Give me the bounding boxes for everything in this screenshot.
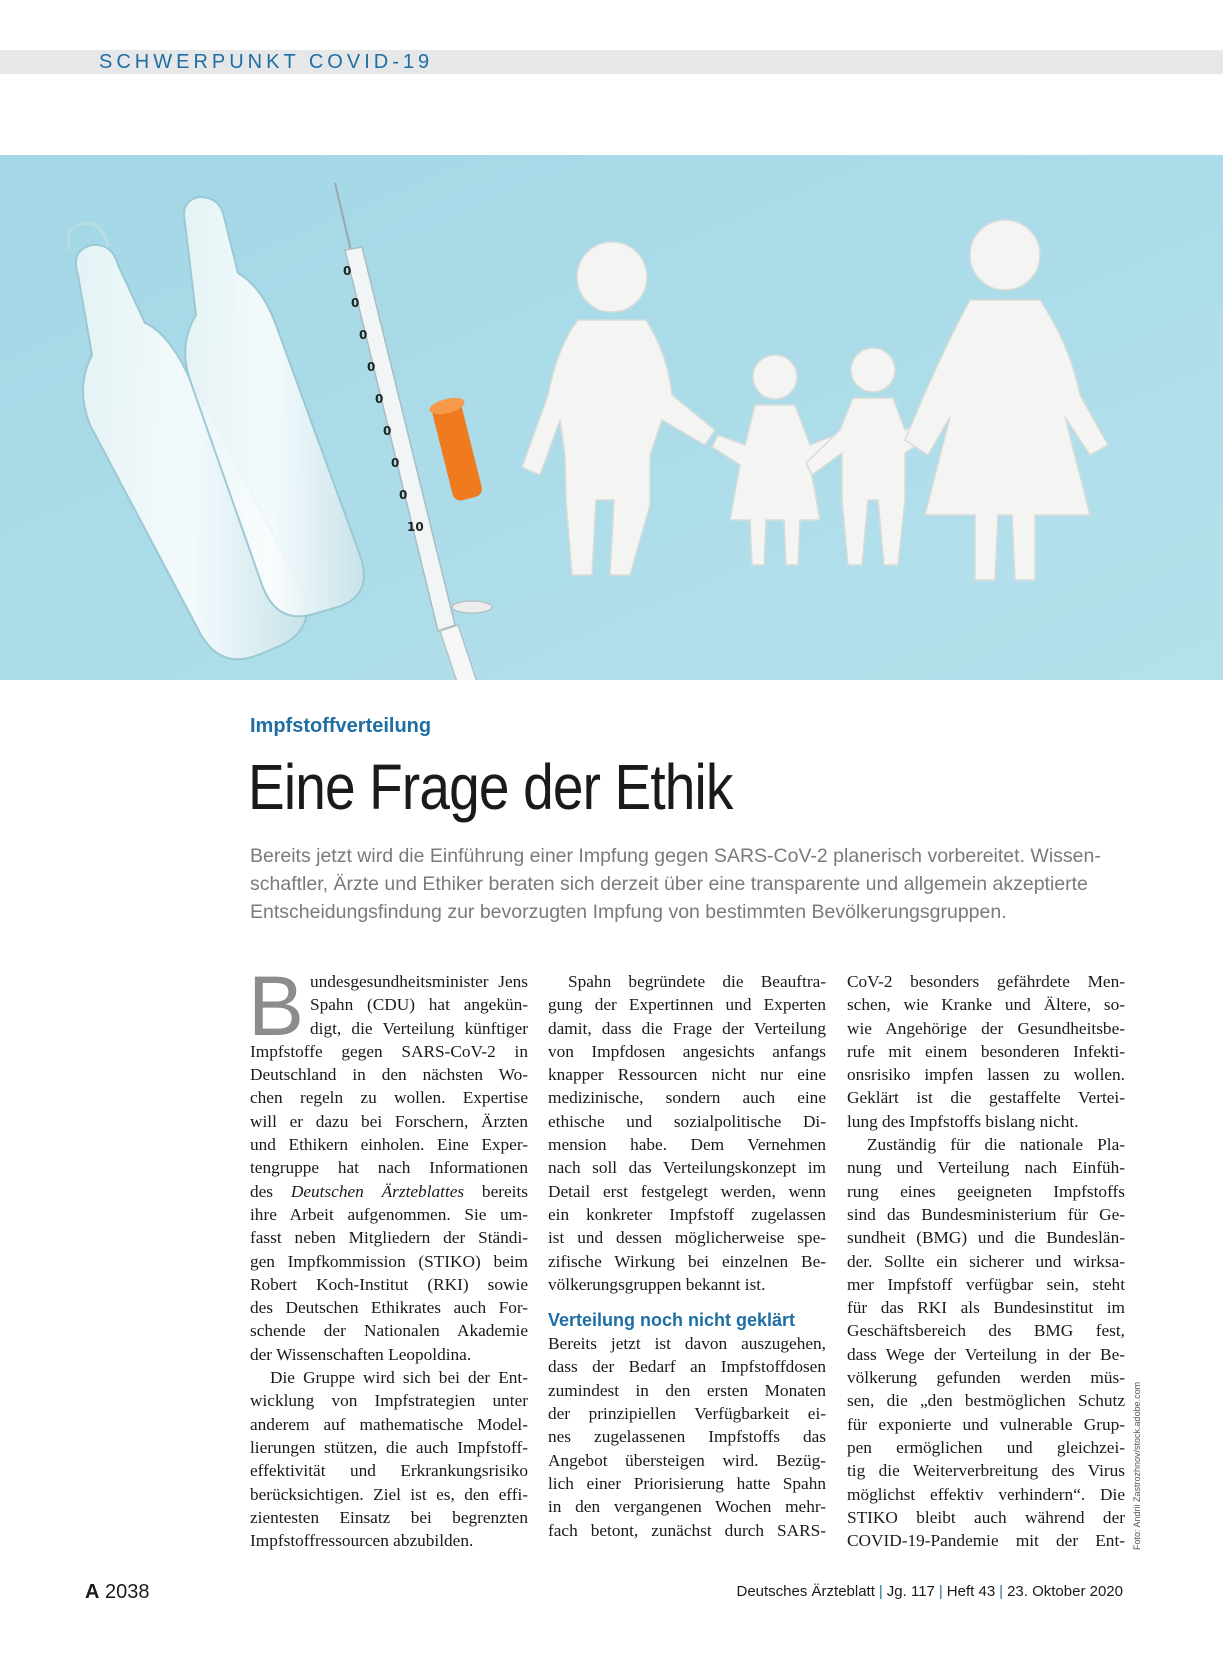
text-line-with-italic [250, 1180, 528, 1203]
text-line: Die Gruppe wird sich bei der Ent- [270, 1368, 528, 1388]
text-line: knapper Ressourcen nicht nur eine [548, 1065, 826, 1085]
text-line: effektivität und Erkrankungsrisiko [250, 1461, 528, 1481]
text-line: Geschäftsbereich des BMG fest, [847, 1321, 1125, 1341]
text-line: gung der Expertinnen und Experten [548, 995, 826, 1015]
text-line: in den vergangenen Wochen mehr- [548, 1497, 826, 1517]
text-line: zifische Wirkung bei einzelnen Be- [548, 1251, 826, 1271]
text-line: wicklung von Impfstrategien unter [250, 1391, 528, 1411]
text-line: der. Sollte ein sicherer und wirksa- [847, 1251, 1125, 1271]
lead-line: Bereits jetzt wird die Einführung einer Impfung gegen SARS-CoV-2 planerisch vorbereitet. Wissen- [250, 845, 1101, 867]
text-line: Geklärt ist die gestaffelte Vertei- [847, 1088, 1125, 1108]
text-line: will er dazu bei Forschern, Ärzten [250, 1111, 528, 1131]
article-lead [250, 842, 1125, 926]
text-line: für exponierte und vulnerable Grup- [847, 1414, 1125, 1434]
text-line: Bereits jetzt ist davon auszugehen, [548, 1334, 826, 1354]
text-line: dass Wege der Verteilung in der Be- [847, 1344, 1125, 1364]
text-line: COVID-19-Pandemie mit der Ent- [847, 1531, 1125, 1551]
page-number-value: 2038 [105, 1581, 150, 1603]
text-line: lung des Impfstoffs bislang nicht. [847, 1111, 1079, 1131]
publication-date: 23. Oktober 2020 [1007, 1583, 1123, 1600]
svg-text:0: 0 [359, 328, 368, 342]
hero-image [0, 155, 1223, 680]
journal-name-italic: Deutschen Ärzteblattes [290, 1181, 465, 1201]
text-line: schen, wie Kranke und Ältere, so- [847, 995, 1125, 1015]
text-line: Angebot übersteigen wird. Bezüg- [548, 1450, 826, 1470]
lead-line: schaftler, Ärzte und Ethiker beraten sich derzeit über eine transparente und allgemein akzeptierte [250, 873, 1088, 895]
footer-citation [736, 1583, 1123, 1600]
svg-text:0: 0 [367, 360, 376, 374]
text-segment: des [250, 1181, 291, 1201]
text-line: der prinzipiellen Verfügbarkeit ei- [548, 1404, 826, 1424]
text-line: ihre Arbeit aufgenommen. Sie um- [250, 1204, 528, 1224]
article-kicker: Impfstoffverteilung [250, 715, 432, 737]
text-line: berücksichtigen. Ziel ist es, den effi- [250, 1484, 528, 1504]
text-line: pen ermöglichen und gleichzei- [847, 1437, 1125, 1457]
text-line: anderem auf mathematische Model- [250, 1414, 528, 1434]
text-line: undesgesundheitsminister Jens [310, 972, 528, 991]
text-line: der Wissenschaften Leopoldina. [250, 1344, 472, 1364]
svg-text:0: 0 [375, 392, 384, 406]
text-line: Robert Koch-Institut (RKI) sowie [250, 1274, 528, 1294]
text-line: nes zugelassenen Impfstoffs das [548, 1427, 826, 1447]
text-line: sen, die „den bestmöglichen Schutz [847, 1391, 1125, 1411]
text-line: völkerungsgruppen bekannt ist. [548, 1274, 766, 1294]
text-line: Impfstoffe gegen SARS-CoV-2 in [250, 1041, 528, 1061]
text-line: völkerung gefunden werden müs- [847, 1368, 1125, 1388]
text-line: schende der Nationalen Akademie [250, 1321, 528, 1341]
text-line: von Impfdosen angesichts anfangs [548, 1041, 826, 1061]
text-line: lierungen stützen, die auch Impfstoff- [250, 1437, 528, 1457]
footer-separator: | [999, 1583, 1004, 1600]
text-line: tig die Weiterverbreitung des Virus [847, 1461, 1125, 1481]
text-column-1 [248, 959, 528, 1552]
text-line: CoV-2 besonders gefährdete Men- [847, 972, 1125, 991]
text-line: mer Impfstoff verfügbar sein, steht [847, 1274, 1125, 1294]
page-prefix: A [85, 1581, 100, 1603]
text-line: nung und Verteilung nach Einfüh- [847, 1158, 1125, 1178]
text-line: Detail erst festgelegt werden, wenn [548, 1181, 826, 1201]
footer-separator: | [938, 1583, 943, 1600]
text-line: Zuständig für die nationale Pla- [867, 1135, 1125, 1155]
text-line: ist und dessen möglicherweise spe- [548, 1228, 826, 1248]
article-headline: Eine Frage der Ethik [248, 751, 733, 823]
text-line: für das RKI als Bundesinstitut im [847, 1298, 1125, 1318]
text-line: digt, die Verteilung künftiger [310, 1018, 528, 1038]
section-label: SCHWERPUNKT COVID-19 [99, 51, 434, 73]
text-line: zientesten Einsatz bei begrenzten [250, 1507, 528, 1527]
text-line: onsrisiko impfen lassen zu wollen. [847, 1065, 1125, 1085]
footer-separator: | [878, 1583, 883, 1600]
text-line: damit, dass die Frage der Verteilung [548, 1018, 826, 1038]
lead-line: Entscheidungsfindung zur bevorzugten Impfung von bestimmten Bevölkerungsgruppen. [250, 901, 1007, 923]
svg-text:0: 0 [399, 488, 408, 502]
text-line: lich einer Priorisierung hatte Spahn [548, 1473, 826, 1493]
svg-text:10: 10 [407, 520, 424, 534]
text-line: Deutschland in den nächsten Wo- [250, 1065, 528, 1085]
text-line: Spahn (CDU) hat angekün- [310, 995, 528, 1015]
text-line: ethische und sozialpolitische Di- [548, 1111, 826, 1131]
text-line: dass der Bedarf an Impfstoffdosen [548, 1357, 826, 1377]
text-line: zumindest in den ersten Monaten [548, 1380, 826, 1400]
text-line: nach soll das Verteilungskonzept im [548, 1158, 826, 1178]
text-line: STIKO bleibt auch während der [847, 1507, 1125, 1527]
text-line: fasst neben Mitgliedern der Ständi- [250, 1228, 528, 1248]
text-line: des Deutschen Ethikrates auch For- [250, 1298, 528, 1318]
drop-cap: B [248, 959, 305, 1053]
svg-text:0: 0 [351, 296, 360, 310]
text-line: und Ethikern einholen. Eine Exper- [250, 1135, 528, 1155]
photo-credit: Foto: Andrii Zastrozhnov/stock.adobe.com [1132, 1381, 1142, 1550]
svg-text:0: 0 [391, 456, 400, 470]
text-line: sundheit (BMG) und die Bundeslän- [847, 1228, 1125, 1248]
svg-text:0: 0 [383, 424, 392, 438]
text-line: mension habe. Dem Vernehmen [548, 1135, 826, 1155]
text-line: rufe mit einem besonderen Infekti- [847, 1041, 1125, 1061]
text-column-3 [847, 970, 1125, 1552]
text-line: ein konkreter Impfstoff zugelassen [548, 1204, 826, 1224]
page-number [85, 1581, 150, 1604]
text-line: rung eines geeigneten Impfstoffs [847, 1181, 1125, 1201]
text-line: Spahn begründete die Beauftra- [568, 972, 826, 991]
journal-name: Deutsches Ärzteblatt [736, 1583, 875, 1600]
svg-text:0: 0 [343, 264, 352, 278]
text-line: sind das Bundesministerium für Ge- [847, 1204, 1125, 1224]
journal-volume: Jg. 117 [886, 1583, 935, 1600]
text-line: Impfstoffressourcen abzubilden. [250, 1531, 474, 1551]
text-line: medizinische, sondern auch eine [548, 1088, 826, 1108]
text-column-2 [548, 970, 826, 1542]
journal-issue: Heft 43 [946, 1583, 996, 1600]
text-segment: bereits [464, 1181, 528, 1201]
article-subhead: Verteilung noch nicht geklärt [548, 1310, 796, 1331]
text-line: fach betont, zunächst durch SARS- [548, 1520, 826, 1540]
text-line: chen regeln zu wollen. Expertise [250, 1088, 528, 1108]
text-line: tengruppe hat nach Informationen [250, 1158, 528, 1178]
text-line: gen Impfkommission (STIKO) beim [250, 1251, 528, 1271]
text-line: wie Angehörige der Gesundheitsbe- [847, 1018, 1125, 1038]
text-line: möglichst effektiv verhindern“. Die [847, 1484, 1125, 1504]
